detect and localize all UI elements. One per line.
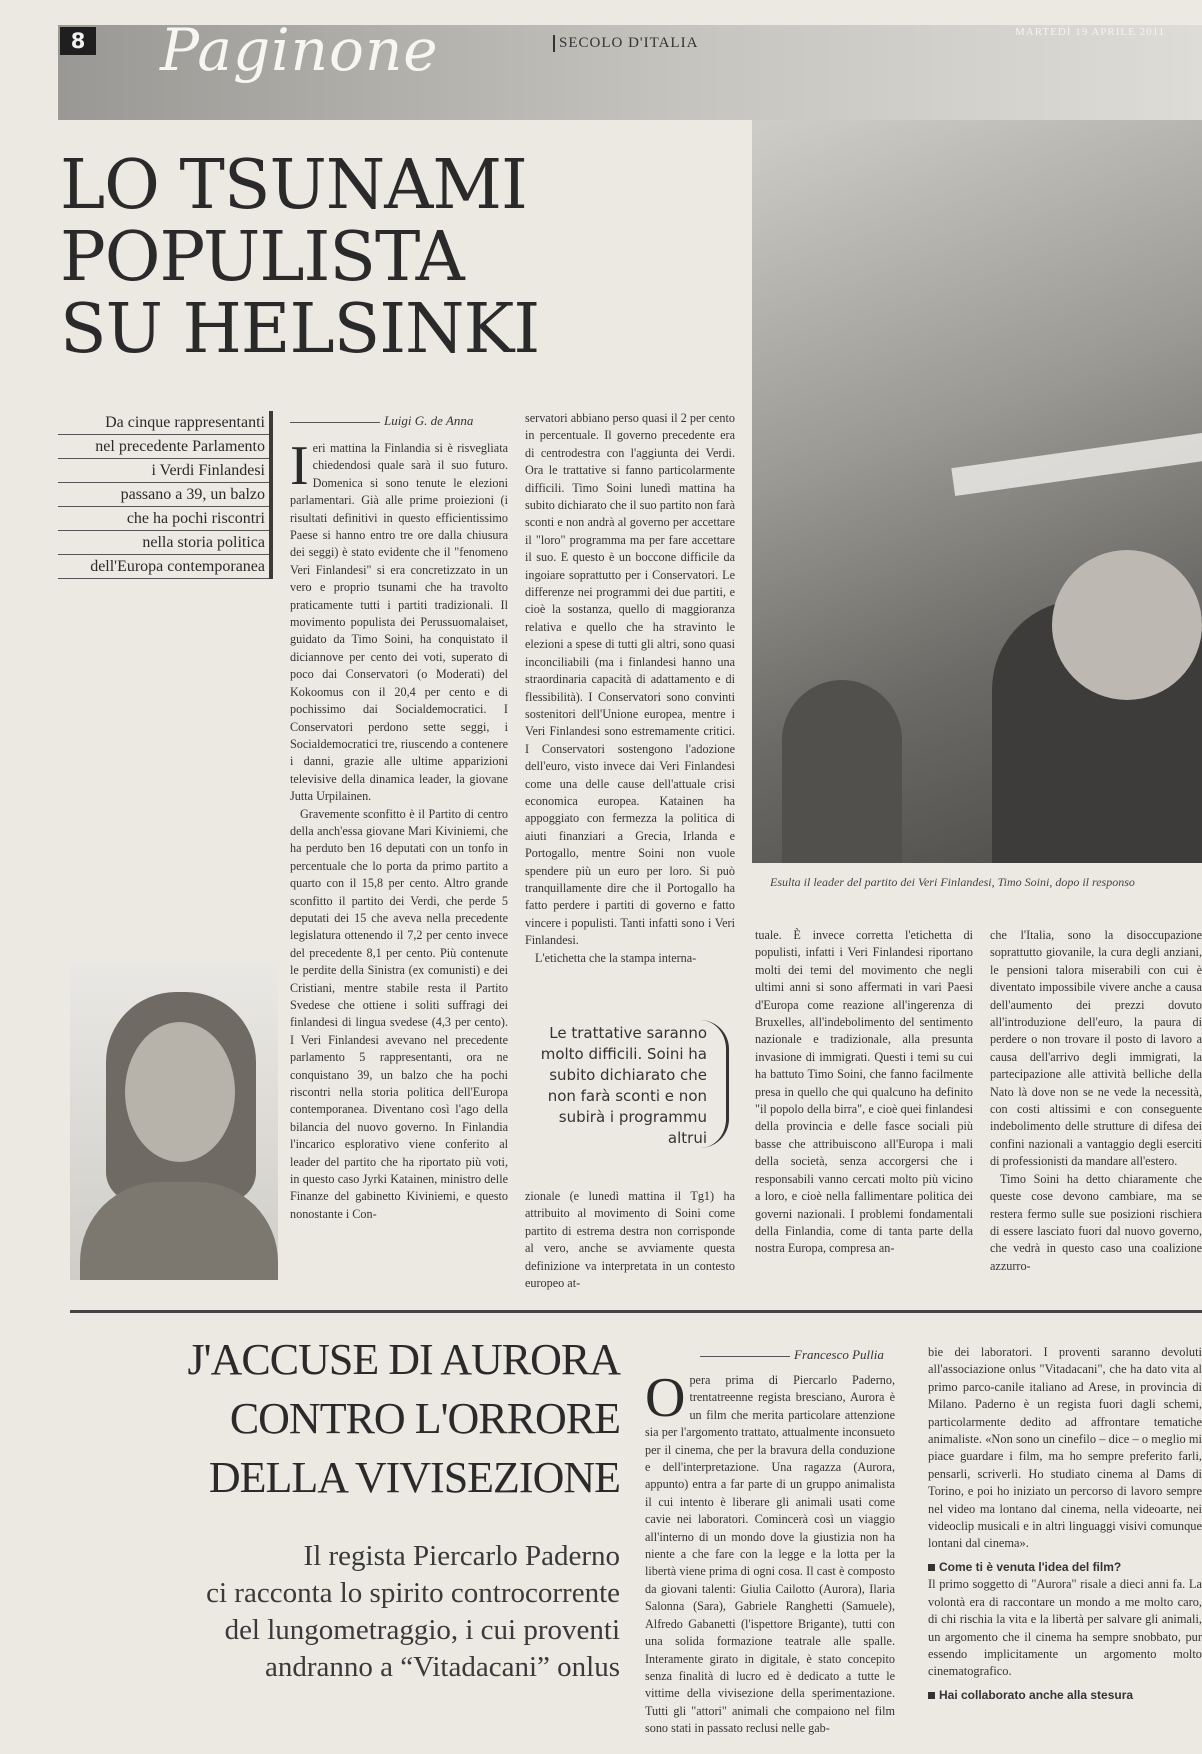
article-column	[525, 1188, 735, 1300]
article-column	[290, 440, 508, 1305]
paragraph-text: eri mattina la Finlandia si è risvegliata chiedendosi quale sarà il suo futuro. Domenica si sono tenute le elezioni parlamentari. Già alle prime proiezioni (i risultati definitivi in questo efficientissimo Paese si hanno entro tre ore dalla chiusura dei seggi) è stato evidente che il "fenomeno Veri Finlandesi" si era concretizzato in un vero e proprio tsunami che ha travolto praticamente tutti i partiti tradizionali. Il movimento populista dei Perussuomalaiset, guidato da Timo Soini, ha conquistato il diciannove per cento dei voti, superato di poco dai Conservatori (o Moderati) del Kokoomus con il 20,4 per cento e di pochissimo dai Socialdemocratici. I Conservatori perdono sette seggi, i Socialdemocratici tre, riuscendo a contenere i danni, grazie alle ultime apparizioni televisive della dinamica leader, la giovane Jutta Urpilainen.	[290, 441, 508, 804]
article-column	[755, 927, 973, 1302]
standfirst-line: i Verdi Finlandesi	[58, 459, 269, 483]
byline	[290, 413, 473, 429]
standfirst	[58, 411, 273, 579]
paragraph: bie dei laboratori. I proventi saranno devoluti all'associazione onlus "Vitadacani", che ha dato vita al primo parco-canile italiano ad Arese, in provincia di Milano. Paderno è un regista fuori dagli schemi, particolarmente dedito ad affrontare tematiche animaliste. «Non sono un cinefilo – dice – o meglio mi piace guardare i film, ma ho sempre preferito farli, pensarli, scriverli. Ho studiato cinema al Dams di Torino, e poi ho iniziato un percorso di lavoro sempre nel video ma lontano dal cinema, nella videoarte, nei videoclip musicali e in altri linguaggi visivi comunque lontani dal cinema».	[928, 1345, 1202, 1551]
second-standfirst	[60, 1538, 620, 1686]
paragraph	[645, 1372, 895, 1738]
paragraph: tuale. È invece corretta l'etichetta di populisti, infatti i Veri Finlandesi riportano molti dei temi del movimento che negli ultimi anni si sono affermati in vari Paesi d'Europa come reazione all'ingerenza di Bruxelles, all'indebolimento del sentimento nazionale e tradizionale, alla presunta invasione di immigrati. Questi i temi su cui ha battuto Timo Soini, che fanno facilmente presa in quello che qui qualcuno ha definito "il popolo della birra", e cioè quei finlandesi della provincia e delle fasce sociali più basse che attribuiscono all'Europa i mali della società, senza accorgersi che i responsabili vanno cercati molto più vicino a loro, e cioè nella fallimentare politica dei governi nazionali. I problemi fondamentali della Finlandia, come di tanta parte della nostra Europa, compresa an-	[755, 928, 973, 1256]
article-separator	[70, 1310, 1202, 1313]
standfirst-line: ci racconta lo spirito controcorrente	[206, 1577, 620, 1609]
standfirst-line: passano a 39, un balzo	[58, 483, 269, 507]
byline-rule	[290, 422, 380, 423]
pull-quote: Le trattative saranno molto difficili. Soini ha subito dichiarato che non farà sconti e non subirà i programmu altrui	[540, 1024, 707, 1147]
interview-question	[928, 1559, 1202, 1576]
author-name: Francesco Pullia	[794, 1347, 884, 1362]
paragraph: zionale (e lunedì mattina il Tg1) ha attribuito al movimento di Soini come partito di estrema destra non corrisponde al vero, anche se avviamente questa definizione va interpretata in un contesto europeo at-	[525, 1189, 735, 1291]
standfirst-line: del lungometraggio, i cui proventi	[224, 1614, 620, 1646]
square-bullet-icon	[928, 1692, 935, 1699]
author-name: Luigi G. de Anna	[384, 413, 474, 428]
article-column	[990, 927, 1202, 1302]
standfirst-line: che ha pochi riscontri	[58, 507, 269, 531]
standfirst-line: Da cinque rappresentanti	[58, 411, 269, 435]
pull-quote-bracket	[700, 1020, 729, 1148]
paragraph: Gravemente sconfitto è il Partito di centro della anch'essa giovane Mari Kiviniemi, che ha perduto ben 16 deputati con un tonfo in percentuale che lo porta da primo partito a quarto con il 15,8 per cento. Altro grande sconfitto il partito dei Verdi, che perde 5 deputati dei 15 che aveva nella precedente legislatura ottenendo il 7,2 per cento invece del precedente 8,1 per cento. Più contenute le perdite della Sinistra (ex comunisti) e dei Cristiani, mentre stabile resta il Partito Svedese che ottiene i soliti suffragi dei finlandesi di lingua svedese (4,3 per cento). I Veri Finlandesi avevano nel precedente parlamento 5 rappresentanti, ora ne conquistano 39, un balzo che ha pochi riscontri nella storia politica dell'Europa contemporanea. Diventano così l'ago della bilancia del nuovo governo. In Finlandia l'incarico esplorativo viene conferito al leader del partito che ha riportato più voti, in questo caso Jyrki Katainen, ministro delle Finanze del gabinetto Kiviniemi, e questo nonostante i Con-	[290, 806, 508, 1221]
paragraph: Il primo soggetto di "Aurora" risale a dieci anni fa. La volontà era di raccontare un mondo a me molto caro, di chi rischia la vita e la libertà per salvare gli animali, un argomento che il cinema ha sempre snobbato, pur essendo implicitamente un argomento molto cinematografico.	[928, 1577, 1202, 1679]
standfirst-line: dell'Europa contemporanea	[58, 555, 269, 579]
soini-celebration-photo	[752, 120, 1202, 863]
paragraph-text: pera prima di Piercarlo Paderno, trentatreenne regista bresciano, Aurora è un film che merita particolare attenzione sia per l'argomento trattato, attualmente inconsueto per il cinema, che per la bravura della conduzione e dell'interpretazione. Una ragazza (Aurora, appunto) entra a far parte di un gruppo animalista il cui intento è liberare gli animali usati come cavie nei laboratori. Comincerà così un viaggio all'interno di un mondo dove la giustizia non ha niente a che fare con la legge e la lotta per la libertà viene prima di ogni cosa. Il cast è composto da giovani talenti: Giulia Cailotto (Aurora), Ilaria Salonna (Sara), Gabriele Ranghetti (Samuele), Alfredo Gabanetti (l'ispettore Brigante), tutti con una solida formazione teatrale alle spalle. Interamente girato in digitale, è stato concepito senza finalità di lucro ed è dedicato a tutte le vittime della vivisezione della sperimentazione. Tutti gli "attori" animali che compaiono nel film sono stati in passato reclusi nelle gab-	[645, 1373, 895, 1736]
masthead: SECOLO D'ITALIA	[553, 35, 698, 52]
interview-question	[928, 1687, 1202, 1704]
byline	[700, 1347, 884, 1363]
headline-line: CONTRO L'ORRORE	[229, 1394, 620, 1443]
standfirst-line: nel precedente Parlamento	[58, 435, 269, 459]
paragraph: servatori abbiano perso quasi il 2 per cento in percentuale. Il governo precedente era di centrodestra con l'aggiunta dei Verdi. Ora le trattative si fanno particolarmente difficili. Timo Soini lunedì mattina ha subito dichiarato che il suo partito non farà sconti e non andrà al governo per accettare il "loro" programma ma per fare accettare il suo. E questo è un boccone difficile da ingoiare soprattutto per i Conservatori. Le differenze nei programmi dei due partiti, e cioè la sostanza, quello di maggioranza relativa e quello che ha stravinto le elezioni a spese di tutti gli altri, sono quasi inconciliabili (ma i finlandesi hanno una straordinaria capacità di adattamento e di flessibilità). I Conservatori sono convinti sostenitori dell'Unione europea, mentre i Veri Finlandesi sono estremamente critici. I Conservatori sostengono l'adozione dell'euro, visto invece dai Veri Finlandesi come una delle cause dell'attuale crisi economica europea. Katainen ha appoggiato con fermezza la politica di aiuti finanziari a Grecia, Irlanda e Portogallo, mentre Soini non vuole spendere più un euro per loro. Si può tranquillamente dire che il Portogallo ha fatto perdere i partiti di governo e fatto vincere i populisti. Tanti infatti sono i Veri Finlandesi.	[525, 411, 735, 948]
paragraph: che l'Italia, sono la disoccupazione soprattutto giovanile, la cura degli anziani, le pensioni talora miserabili con cui è diventato impossibile vivere anche a causa dell'aumento dei prezzi dovuto all'introduzione dell'euro, la paura di perdere o non trovare il posto di lavoro a causa dell'arrivo degli immigrati, la partecipazione alle attività belliche della Nato là dove non se ne vede la necessità, con costi altissimi e con conseguente indebolimento delle strutture di difesa dei confini nazionali a vantaggio degli eserciti di professionisti da mandare all'estero.	[990, 928, 1202, 1169]
photo-caption: Esulta il leader del partito dei Veri Finlandesi, Timo Soini, dopo il responso	[770, 875, 1135, 889]
article-column	[645, 1372, 895, 1754]
standfirst-line: Il regista Piercarlo Paderno	[303, 1540, 620, 1572]
page-number: 8	[60, 27, 96, 55]
second-headline	[60, 1330, 620, 1507]
headline-line: J'ACCUSE DI AURORA	[187, 1335, 620, 1384]
drop-cap: O	[645, 1372, 686, 1429]
main-headline	[60, 146, 690, 370]
square-bullet-icon	[928, 1564, 935, 1571]
byline-rule	[700, 1356, 790, 1357]
portrait-photo	[70, 962, 278, 1280]
question-text: Hai collaborato anche alla stesura	[939, 1687, 1134, 1702]
standfirst-line: andranno a “Vitadacani” onlus	[265, 1651, 620, 1683]
article-column	[928, 1344, 1202, 1754]
paragraph: L'etichetta che la stampa interna-	[535, 950, 697, 965]
question-text: Come ti è venuta l'idea del film?	[939, 1559, 1122, 1574]
issue-date: MARTEDÌ 19 APRILE 2011	[1015, 26, 1166, 38]
headline-line: LO TSUNAMI	[60, 146, 527, 225]
article-column	[525, 410, 735, 985]
paragraph	[290, 440, 508, 806]
headline-line: DELLA VIVISEZIONE	[208, 1453, 620, 1502]
section-title: Paginone	[160, 16, 439, 84]
drop-cap: I	[290, 440, 309, 497]
standfirst-line: nella storia politica	[58, 531, 269, 555]
headline-line: SU HELSINKI	[60, 290, 540, 370]
paragraph: Timo Soini ha detto chiaramente che queste cose devono cambiare, ma se restera fermo sulle sue posizioni rischiera di essere lasciato fuori dal nuovo governo, che vedrà in questo caso una coalizione azzurro-	[990, 1171, 1202, 1273]
headline-line: POPULISTA	[60, 218, 464, 298]
